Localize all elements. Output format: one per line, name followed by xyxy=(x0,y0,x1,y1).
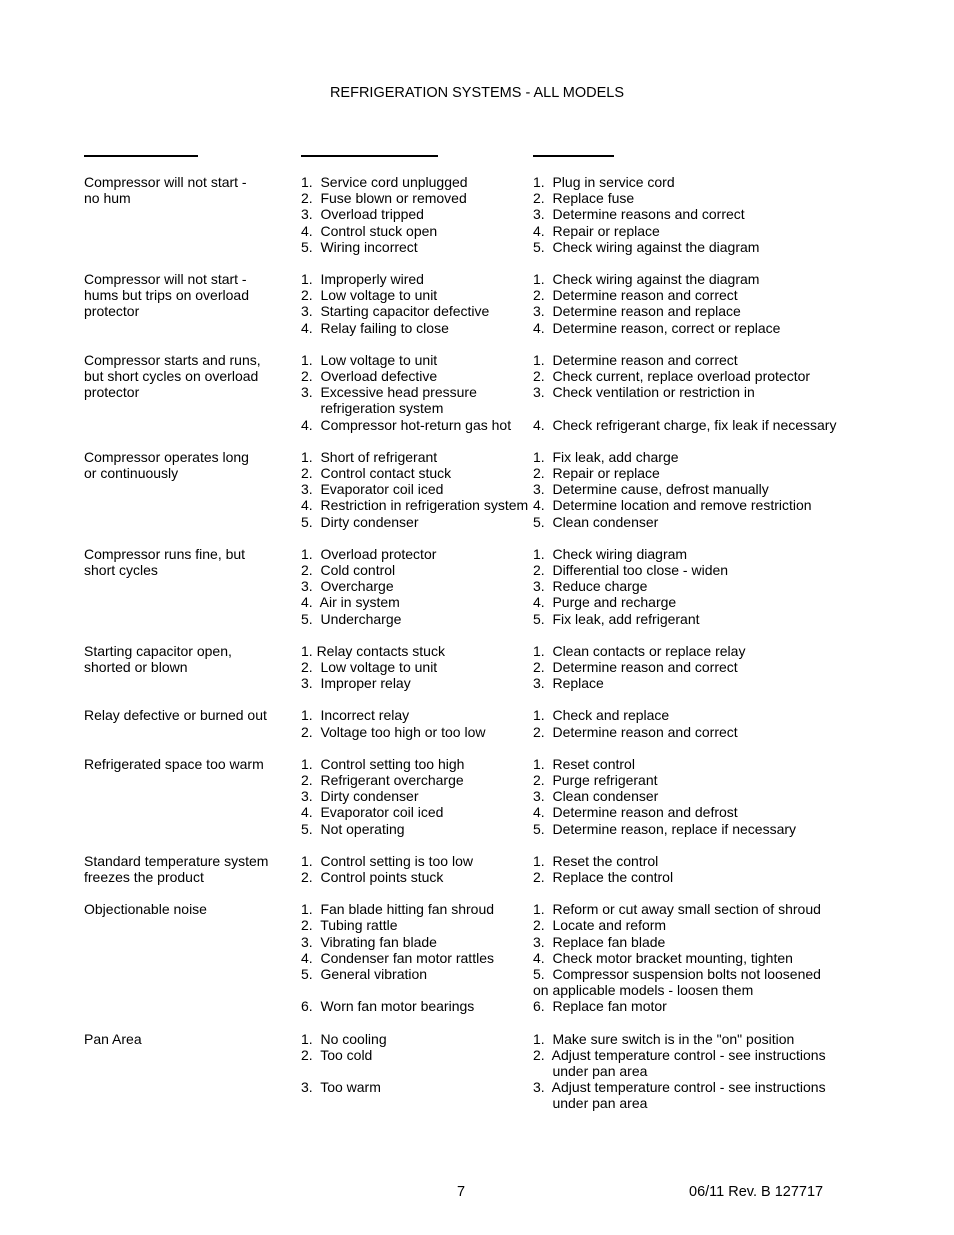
cause-cell-line: 2. Control points stuck xyxy=(301,868,444,885)
remedy-cell-line: 2. Replace fuse xyxy=(533,190,635,207)
problem-cell-line: Refrigerated space too warm xyxy=(84,755,264,772)
problem-cell xyxy=(84,546,284,578)
remedy-cell-line: 3. Replace xyxy=(533,675,604,692)
problem-cell xyxy=(84,1031,284,1047)
remedy-cell-line: 3. Determine reason and replace xyxy=(533,303,741,320)
problem-cell-line: hums but trips on overload xyxy=(84,287,249,304)
cause-cell-line: 2. Fuse blown or removed xyxy=(301,190,467,207)
remedy-cell-line: 1. Reset control xyxy=(533,755,635,772)
remedy-cell xyxy=(533,271,863,336)
cause-cell-line: 4. Relay failing to close xyxy=(301,319,449,336)
cause-cell xyxy=(301,546,533,627)
remedy-cell xyxy=(533,352,863,433)
remedy-cell-line: under pan area xyxy=(533,1095,648,1112)
remedy-cell-line: 3. Determine cause, defrost manually xyxy=(533,481,769,498)
cause-cell-line: 2. Tubing rattle xyxy=(301,917,398,934)
problem-cell-line: Pan Area xyxy=(84,1030,142,1047)
remedy-cell-line: 4. Determine reason and defrost xyxy=(533,804,738,821)
cause-cell-line: 4. Compressor hot-return gas hot xyxy=(301,416,512,433)
remedy-cell-line: 3. Adjust temperature control - see instructions xyxy=(533,1079,826,1096)
cause-cell xyxy=(301,707,533,739)
remedy-cell-line: 3. Clean condenser xyxy=(533,788,659,805)
problem-cell xyxy=(84,352,284,401)
remedy-cell-line: 2. Determine reason and correct xyxy=(533,723,738,740)
problem-cell-line: Compressor starts and runs, xyxy=(84,351,261,368)
cause-cell-line: 3. Vibrating fan blade xyxy=(301,933,437,950)
remedy-cell-line: 2. Replace the control xyxy=(533,868,674,885)
column-rule-problem xyxy=(84,155,198,157)
problem-cell xyxy=(84,901,284,917)
cause-cell-line: 1. Control setting is too low xyxy=(301,852,473,869)
cause-cell-line: 3. Evaporator coil iced xyxy=(301,481,444,498)
remedy-cell-line: 2. Determine reason and correct xyxy=(533,658,738,675)
remedy-cell xyxy=(533,1031,863,1112)
remedy-cell-line: 1. Fix leak, add charge xyxy=(533,448,679,465)
cause-cell-line: 5. Dirty condenser xyxy=(301,513,419,530)
cause-cell-line: 1. Relay contacts stuck xyxy=(301,642,445,659)
cause-cell-line: 1. Control setting too high xyxy=(301,755,465,772)
table-row xyxy=(0,546,954,627)
problem-cell-line: Relay defective or burned out xyxy=(84,707,267,724)
problem-cell xyxy=(84,707,284,723)
cause-cell-line: 3. Dirty condenser xyxy=(301,788,419,805)
problem-cell xyxy=(84,853,284,885)
remedy-cell-line: 3. Check ventilation or restriction in xyxy=(533,384,755,401)
cause-cell-line: 5. General vibration xyxy=(301,965,428,982)
cause-cell-line: 2. Cold control xyxy=(301,561,396,578)
remedy-cell-line: 1. Reset the control xyxy=(533,852,659,869)
remedy-cell-line: 3. Determine reasons and correct xyxy=(533,206,745,223)
problem-cell-line: shorted or blown xyxy=(84,658,188,675)
problem-cell-line: or continuously xyxy=(84,464,179,481)
problem-cell-line: protector xyxy=(84,303,140,320)
remedy-cell-line: 5. Determine reason, replace if necessary xyxy=(533,820,797,837)
remedy-cell-line: 2. Repair or replace xyxy=(533,464,660,481)
remedy-cell-line: 2. Adjust temperature control - see instructions xyxy=(533,1046,826,1063)
remedy-cell-line xyxy=(533,400,863,416)
remedy-cell-line: 5. Clean condenser xyxy=(533,513,659,530)
remedy-cell-line: 5. Compressor suspension bolts not loosened xyxy=(533,965,821,982)
problem-cell-line: Objectionable noise xyxy=(84,901,207,918)
remedy-cell xyxy=(533,449,863,530)
cause-cell-line: 2. Low voltage to unit xyxy=(301,287,438,304)
table-row xyxy=(0,1031,954,1112)
remedy-cell-line: 2. Purge refrigerant xyxy=(533,771,658,788)
problem-cell xyxy=(84,756,284,772)
remedy-cell-line: 6. Replace fan motor xyxy=(533,998,667,1015)
table-row xyxy=(0,853,954,885)
cause-cell-line: refrigeration system xyxy=(301,400,444,417)
remedy-cell-line: 1. Check wiring against the diagram xyxy=(533,271,760,287)
cause-cell-line: 4. Evaporator coil iced xyxy=(301,804,444,821)
cause-cell xyxy=(301,756,533,837)
cause-cell xyxy=(301,174,533,255)
cause-cell-line: 1. Low voltage to unit xyxy=(301,351,438,368)
remedy-cell-line: 3. Reduce charge xyxy=(533,578,648,595)
problem-cell xyxy=(84,271,284,320)
cause-cell-line: 2. Low voltage to unit xyxy=(301,658,438,675)
problem-cell-line: Starting capacitor open, xyxy=(84,642,232,659)
problem-cell xyxy=(84,643,284,675)
table-row xyxy=(0,756,954,837)
cause-cell-line: 2. Voltage too high or too low xyxy=(301,723,486,740)
cause-cell-line: 3. Overload tripped xyxy=(301,206,424,223)
cause-cell-line: 5. Not operating xyxy=(301,820,405,837)
column-rule-remedy xyxy=(533,155,614,157)
remedy-cell-line: 4. Repair or replace xyxy=(533,222,660,239)
remedy-cell-line: 2. Locate and reform xyxy=(533,917,667,934)
remedy-cell-line: on applicable models - loosen them xyxy=(533,982,754,999)
cause-cell-line: 1. Overload protector xyxy=(301,545,437,562)
problem-cell-line: Compressor operates long xyxy=(84,448,249,465)
cause-cell-line: 4. Air in system xyxy=(301,594,400,611)
cause-cell-line: 5. Wiring incorrect xyxy=(301,238,418,255)
remedy-cell-line: 1. Clean contacts or replace relay xyxy=(533,642,746,659)
remedy-cell-line: 5. Fix leak, add refrigerant xyxy=(533,610,700,627)
cause-cell-line: 1. Incorrect relay xyxy=(301,707,410,724)
remedy-cell xyxy=(533,643,863,692)
remedy-cell-line: 4. Check motor bracket mounting, tighten xyxy=(533,949,793,966)
cause-cell-line: 3. Too warm xyxy=(301,1079,381,1096)
remedy-cell-line: 4. Determine location and remove restriction xyxy=(533,497,812,514)
problem-cell-line: protector xyxy=(84,384,140,401)
cause-cell xyxy=(301,901,533,1014)
cause-cell-line: 1. Fan blade hitting fan shroud xyxy=(301,901,495,918)
cause-cell-line: 2. Too cold xyxy=(301,1046,373,1063)
table-row xyxy=(0,174,954,255)
table-row xyxy=(0,352,954,433)
problem-cell xyxy=(84,174,284,206)
problem-cell-line: freezes the product xyxy=(84,868,204,885)
cause-cell xyxy=(301,853,533,885)
remedy-cell xyxy=(533,853,863,885)
table-row xyxy=(0,901,954,1014)
revision-code: 06/11 Rev. B 127717 xyxy=(689,1184,824,1200)
remedy-cell-line: 1. Check wiring diagram xyxy=(533,545,688,562)
cause-cell-line: 3. Improper relay xyxy=(301,675,411,692)
remedy-cell-line: 4. Determine reason, correct or replace xyxy=(533,319,781,336)
table-row xyxy=(0,271,954,336)
cause-cell-line: 5. Undercharge xyxy=(301,610,402,627)
remedy-cell-line: under pan area xyxy=(533,1062,648,1079)
cause-cell-line: 4. Condenser fan motor rattles xyxy=(301,949,494,966)
cause-cell-line: 1. No cooling xyxy=(301,1030,387,1047)
remedy-cell xyxy=(533,174,863,255)
problem-cell-line: Compressor will not start - xyxy=(84,271,247,287)
problem-cell-line: no hum xyxy=(84,190,131,207)
problem-cell-line: short cycles xyxy=(84,561,158,578)
remedy-cell-line: 2. Differential too close - widen xyxy=(533,561,729,578)
cause-cell-line: 3. Starting capacitor defective xyxy=(301,303,490,320)
cause-cell-line: 6. Worn fan motor bearings xyxy=(301,998,475,1015)
cause-cell xyxy=(301,352,533,433)
cause-cell-line: 2. Control contact stuck xyxy=(301,464,452,481)
cause-cell xyxy=(301,643,533,692)
remedy-cell-line: 1. Check and replace xyxy=(533,707,670,724)
troubleshooting-table xyxy=(0,174,954,1128)
cause-cell xyxy=(301,1031,533,1096)
remedy-cell xyxy=(533,901,863,1014)
remedy-cell-line: 2. Check current, replace overload protector xyxy=(533,367,811,384)
remedy-cell-line: 1. Make sure switch is in the "on" position xyxy=(533,1030,795,1047)
cause-cell-line: 2. Refrigerant overcharge xyxy=(301,771,464,788)
remedy-cell-line: 3. Replace fan blade xyxy=(533,933,666,950)
cause-cell-line: 1. Improperly wired xyxy=(301,271,424,287)
remedy-cell xyxy=(533,707,863,739)
problem-cell xyxy=(84,449,284,481)
cause-cell-line: 1. Short of refrigerant xyxy=(301,448,438,465)
cause-cell-line xyxy=(301,1063,533,1079)
problem-cell-line: Compressor will not start - xyxy=(84,174,247,190)
cause-cell-line: 3. Excessive head pressure xyxy=(301,384,477,401)
page-number: 7 xyxy=(457,1184,466,1200)
remedy-cell-line: 2. Determine reason and correct xyxy=(533,287,738,304)
problem-cell-line: Standard temperature system xyxy=(84,852,269,869)
cause-cell-line: 4. Control stuck open xyxy=(301,222,438,239)
remedy-cell-line: 1. Reform or cut away small section of shroud xyxy=(533,901,821,918)
table-row xyxy=(0,707,954,739)
column-rule-cause xyxy=(301,155,438,157)
cause-cell-line: 4. Restriction in refrigeration system xyxy=(301,497,529,514)
cause-cell xyxy=(301,271,533,336)
remedy-cell xyxy=(533,546,863,627)
page-title: REFRIGERATION SYSTEMS - ALL MODELS xyxy=(329,85,625,101)
cause-cell xyxy=(301,449,533,530)
table-row xyxy=(0,449,954,530)
remedy-cell-line: 4. Check refrigerant charge, fix leak if necessary xyxy=(533,416,837,433)
remedy-cell xyxy=(533,756,863,837)
remedy-cell-line: 5. Check wiring against the diagram xyxy=(533,238,760,255)
remedy-cell-line: 4. Purge and recharge xyxy=(533,594,677,611)
table-row xyxy=(0,643,954,692)
cause-cell-line: 2. Overload defective xyxy=(301,367,438,384)
problem-cell-line: but short cycles on overload xyxy=(84,367,259,384)
cause-cell-line: 1. Service cord unplugged xyxy=(301,174,468,190)
cause-cell-line: 3. Overcharge xyxy=(301,578,394,595)
cause-cell-line xyxy=(301,982,533,998)
remedy-cell-line: 1. Plug in service cord xyxy=(533,174,675,190)
remedy-cell-line: 1. Determine reason and correct xyxy=(533,351,738,368)
problem-cell-line: Compressor runs fine, but xyxy=(84,545,246,562)
